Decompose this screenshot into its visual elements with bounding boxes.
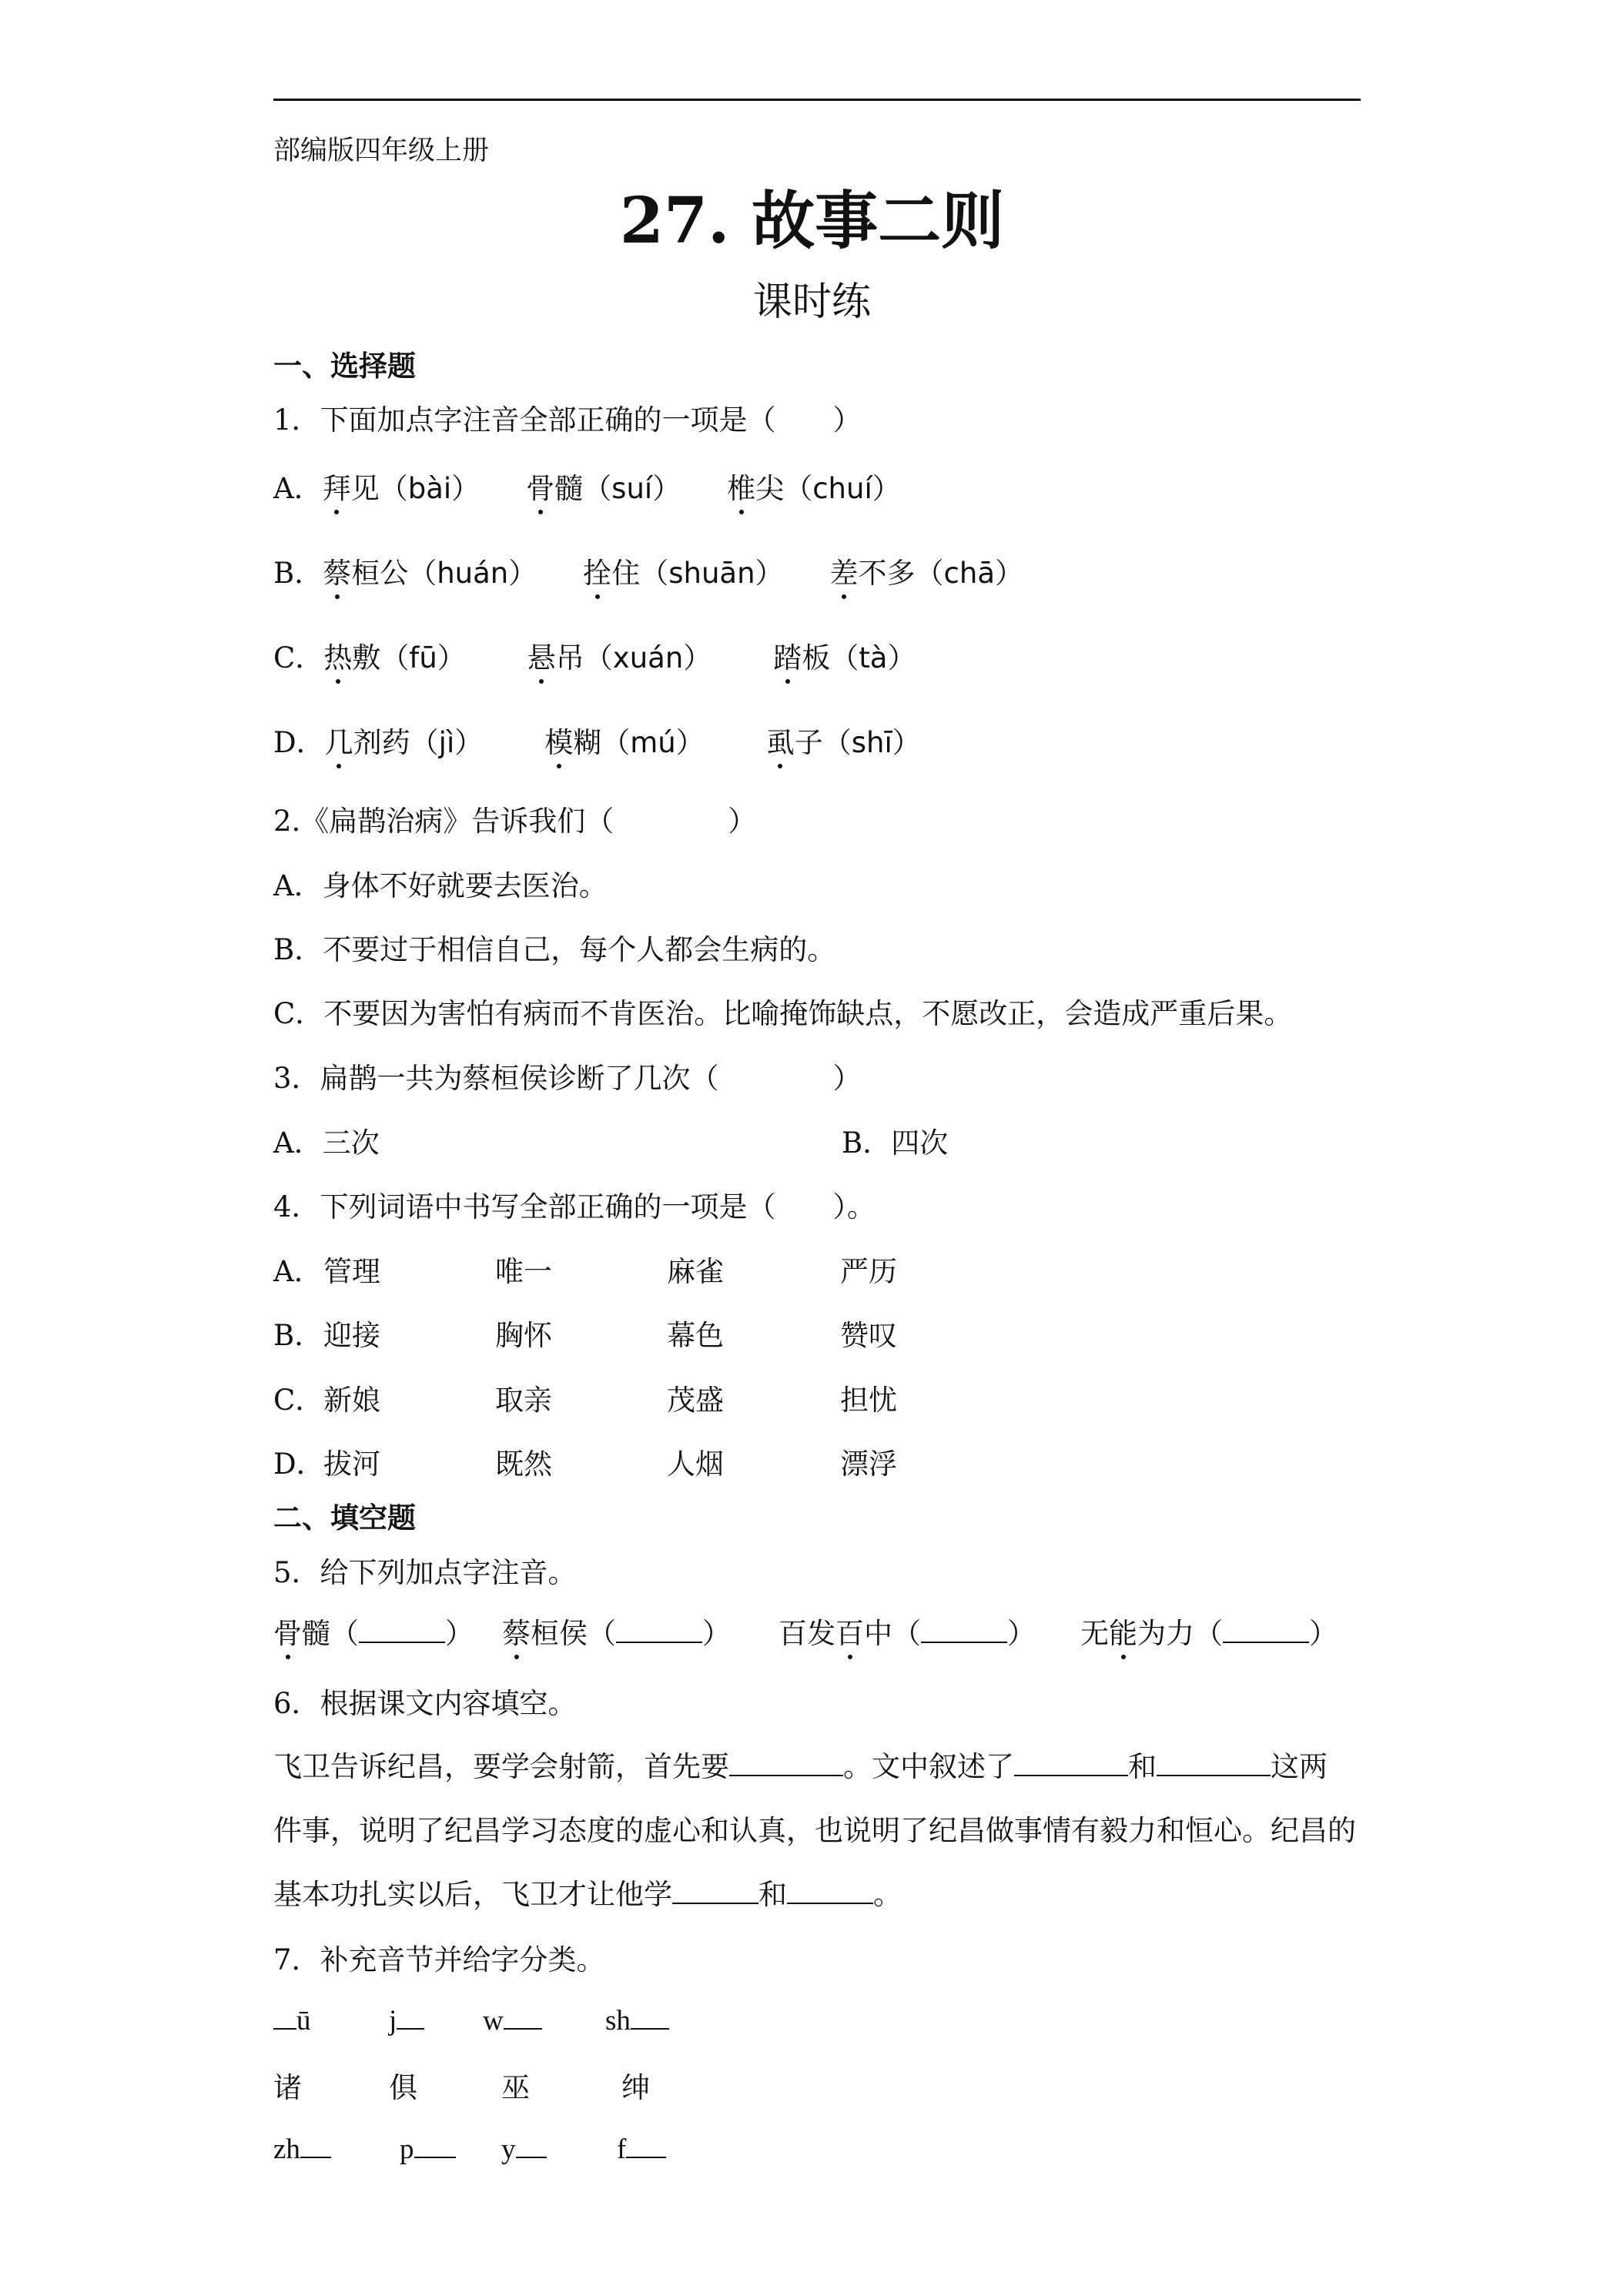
word: 麻雀	[667, 1255, 724, 1288]
question-3-stem: 3．扁鹊一共为蔡桓侯诊断了几次（ ）	[273, 1062, 862, 1095]
word: 人烟	[667, 1448, 724, 1481]
question-6-stem: 6．根据课文内容填空。	[273, 1687, 577, 1720]
word: 骨髓	[526, 472, 583, 505]
word: 严历	[840, 1255, 897, 1288]
emphasis-dot-char: 拜	[323, 465, 351, 507]
character: 诸	[273, 2071, 302, 2104]
text: 。	[873, 1878, 902, 1911]
syllable: ū	[296, 2005, 311, 2037]
text: 。文中叙述了	[843, 1750, 1014, 1783]
emphasis-dot-char: 蔡	[502, 1610, 531, 1652]
word: 新娘	[323, 1384, 380, 1417]
emphasis-dot-char: 热	[323, 634, 352, 676]
word: 几剂药	[325, 726, 410, 759]
answer-blank[interactable]	[1014, 1746, 1128, 1776]
q5-item-2	[502, 1610, 731, 1652]
paren: （	[892, 1617, 921, 1650]
word: 管理	[323, 1255, 380, 1288]
word: 拔河	[323, 1448, 380, 1481]
pinyin: （fū）	[380, 641, 466, 674]
question-1-stem: 1．下面加点字注音全部正确的一项是（ ）	[273, 403, 862, 437]
question-5-stem: 5．给下列加点字注音。	[273, 1556, 577, 1589]
syllable: f	[617, 2134, 627, 2165]
page-subtitle: 课时练	[752, 279, 871, 325]
pinyin: （bài）	[379, 472, 481, 505]
paren: ）	[702, 1617, 731, 1650]
paren: ）	[445, 1617, 474, 1650]
word: 模糊	[544, 726, 601, 759]
text: 和	[1128, 1750, 1157, 1783]
q5-item-3	[779, 1610, 1036, 1652]
answer-blank[interactable]	[1157, 1746, 1271, 1776]
header-rule	[273, 99, 1361, 101]
syllable: w	[483, 2005, 504, 2037]
option-label: A．	[273, 472, 323, 505]
word: 担忧	[840, 1384, 897, 1417]
emphasis-dot-char: 几	[325, 719, 353, 761]
syllable: sh	[605, 2005, 631, 2037]
option-label: A．	[273, 1255, 323, 1288]
emphasis-dot-char: 模	[544, 719, 573, 761]
emphasis-dot-char: 椎	[727, 465, 755, 507]
pinyin: （huán）	[408, 557, 537, 590]
q2-option-c[interactable]: C．不要因为害怕有病而不肯医治。比喻掩饰缺点，不愿改正，会造成严重后果。	[273, 997, 1293, 1030]
answer-blank[interactable]	[504, 2000, 542, 2030]
q4-option-a[interactable]	[273, 1248, 897, 1290]
word: 热敷	[323, 641, 380, 674]
word: 幕色	[667, 1319, 724, 1352]
word: 赞叹	[840, 1319, 897, 1352]
emphasis-dot-char: 骨	[273, 1610, 302, 1652]
answer-blank[interactable]	[616, 1613, 702, 1643]
emphasis-dot-char: 拴	[583, 550, 611, 591]
option-label: C．	[273, 641, 324, 674]
option-label: D．	[273, 1448, 325, 1481]
q6-line-1	[273, 1743, 1328, 1785]
word: 拴住	[583, 557, 640, 590]
word: 椎尖	[727, 472, 784, 505]
word: 无能为力	[1080, 1617, 1194, 1650]
paren: （	[1194, 1617, 1223, 1650]
answer-blank[interactable]	[273, 2000, 296, 2030]
emphasis-dot-char: 踏	[773, 634, 802, 676]
answer-blank[interactable]	[397, 2000, 424, 2030]
page-title: 27. 故事二则	[619, 184, 1005, 258]
q4-option-b[interactable]	[273, 1312, 897, 1354]
q3-option-b[interactable]: B．四次	[842, 1126, 949, 1160]
word: 既然	[495, 1448, 552, 1481]
q5-item-4	[1080, 1610, 1338, 1652]
answer-blank[interactable]	[787, 1874, 873, 1904]
answer-blank[interactable]	[921, 1613, 1007, 1643]
answer-blank[interactable]	[516, 2128, 547, 2158]
question-7-stem: 7．补充音节并给字分类。	[273, 1943, 605, 1976]
q1-option-a[interactable]	[273, 465, 901, 507]
q1-option-d[interactable]	[273, 719, 921, 761]
word: 悬吊	[527, 641, 584, 674]
syllable: p	[400, 2134, 414, 2165]
word: 蔡桓公	[323, 557, 408, 590]
word: 差不多	[830, 557, 916, 590]
pinyin: （mú）	[601, 726, 705, 759]
q5-item-1	[273, 1610, 474, 1652]
character: 绅	[621, 2071, 650, 2104]
grade-label: 部编版四年级上册	[273, 136, 490, 166]
emphasis-dot-char: 蔡	[323, 550, 351, 591]
text: 和	[758, 1878, 787, 1911]
syllable: zh	[273, 2134, 300, 2165]
q2-option-a[interactable]: A．身体不好就要去医治。	[273, 869, 608, 902]
word: 骨髓	[273, 1617, 330, 1650]
answer-blank[interactable]	[729, 1746, 843, 1776]
word: 唯一	[495, 1255, 552, 1288]
word: 胸怀	[495, 1319, 552, 1352]
option-label: C．	[273, 1384, 324, 1417]
option-label: B．	[273, 1319, 323, 1352]
text: 这两	[1271, 1750, 1328, 1783]
word: 踏板	[773, 641, 830, 674]
pinyin: （tà）	[830, 641, 916, 674]
q6-line-2: 件事，说明了纪昌学习态度的虚心和认真，也说明了纪昌做事情有毅力和恒心。纪昌的	[273, 1814, 1356, 1847]
paren: （	[588, 1617, 616, 1650]
q4-option-d[interactable]	[273, 1441, 897, 1482]
answer-blank[interactable]	[300, 2128, 331, 2158]
character: 俱	[389, 2071, 417, 2104]
emphasis-dot-char: 百	[835, 1610, 864, 1652]
pinyin: （chuí）	[784, 472, 901, 505]
character: 巫	[501, 2071, 530, 2104]
q1-option-c[interactable]	[273, 634, 916, 676]
word: 蔡桓侯	[502, 1617, 588, 1650]
text: 基本功扎实以后，飞卫才让他学	[273, 1878, 672, 1911]
option-label: B．	[273, 557, 323, 590]
pinyin: （shuān）	[640, 557, 784, 590]
word: 漂浮	[840, 1448, 897, 1481]
emphasis-dot-char: 差	[830, 550, 859, 591]
emphasis-dot-char: 虱	[766, 719, 795, 761]
pinyin: （suí）	[583, 472, 681, 505]
paren: （	[330, 1617, 359, 1650]
word: 迎接	[323, 1319, 380, 1352]
answer-blank[interactable]	[414, 2128, 456, 2158]
answer-blank[interactable]	[631, 2000, 669, 2030]
pinyin: （chā）	[915, 557, 1024, 590]
q1-option-b[interactable]	[273, 550, 1023, 591]
syllable: y	[501, 2134, 516, 2165]
paren: ）	[1007, 1617, 1036, 1650]
emphasis-dot-char: 骨	[526, 465, 554, 507]
answer-blank[interactable]	[672, 1874, 758, 1904]
answer-blank[interactable]	[359, 1613, 445, 1643]
answer-blank[interactable]	[626, 2128, 666, 2158]
q3-option-a[interactable]: A．三次	[273, 1126, 380, 1160]
section-heading-choice: 一、选择题	[273, 349, 416, 383]
emphasis-dot-char: 能	[1109, 1610, 1137, 1652]
q6-line-3	[273, 1871, 902, 1913]
paren: ）	[1309, 1617, 1338, 1650]
text: 飞卫告诉纪昌，要学会射箭，首先要	[273, 1750, 729, 1783]
option-label: D．	[273, 726, 325, 759]
word: 茂盛	[667, 1384, 724, 1417]
word: 取亲	[495, 1384, 552, 1417]
section-heading-fill: 二、填空题	[273, 1501, 416, 1535]
pinyin: （xuán）	[584, 641, 712, 674]
word: 虱子	[766, 726, 823, 759]
question-2-stem: 2.《扁鹊治病》告诉我们（ ）	[273, 805, 757, 838]
word: 百发百中	[779, 1617, 892, 1650]
q2-option-b[interactable]: B．不要过于相信自己，每个人都会生病的。	[273, 933, 836, 966]
pinyin: （jì）	[410, 726, 484, 759]
answer-blank[interactable]	[1223, 1613, 1309, 1643]
q4-option-c[interactable]	[273, 1377, 897, 1418]
syllable: j	[389, 2005, 397, 2037]
pinyin: （shī）	[822, 726, 921, 759]
word: 拜见	[323, 472, 380, 505]
question-4-stem: 4．下列词语中书写全部正确的一项是（ ）。	[273, 1190, 876, 1223]
emphasis-dot-char: 悬	[527, 634, 556, 676]
